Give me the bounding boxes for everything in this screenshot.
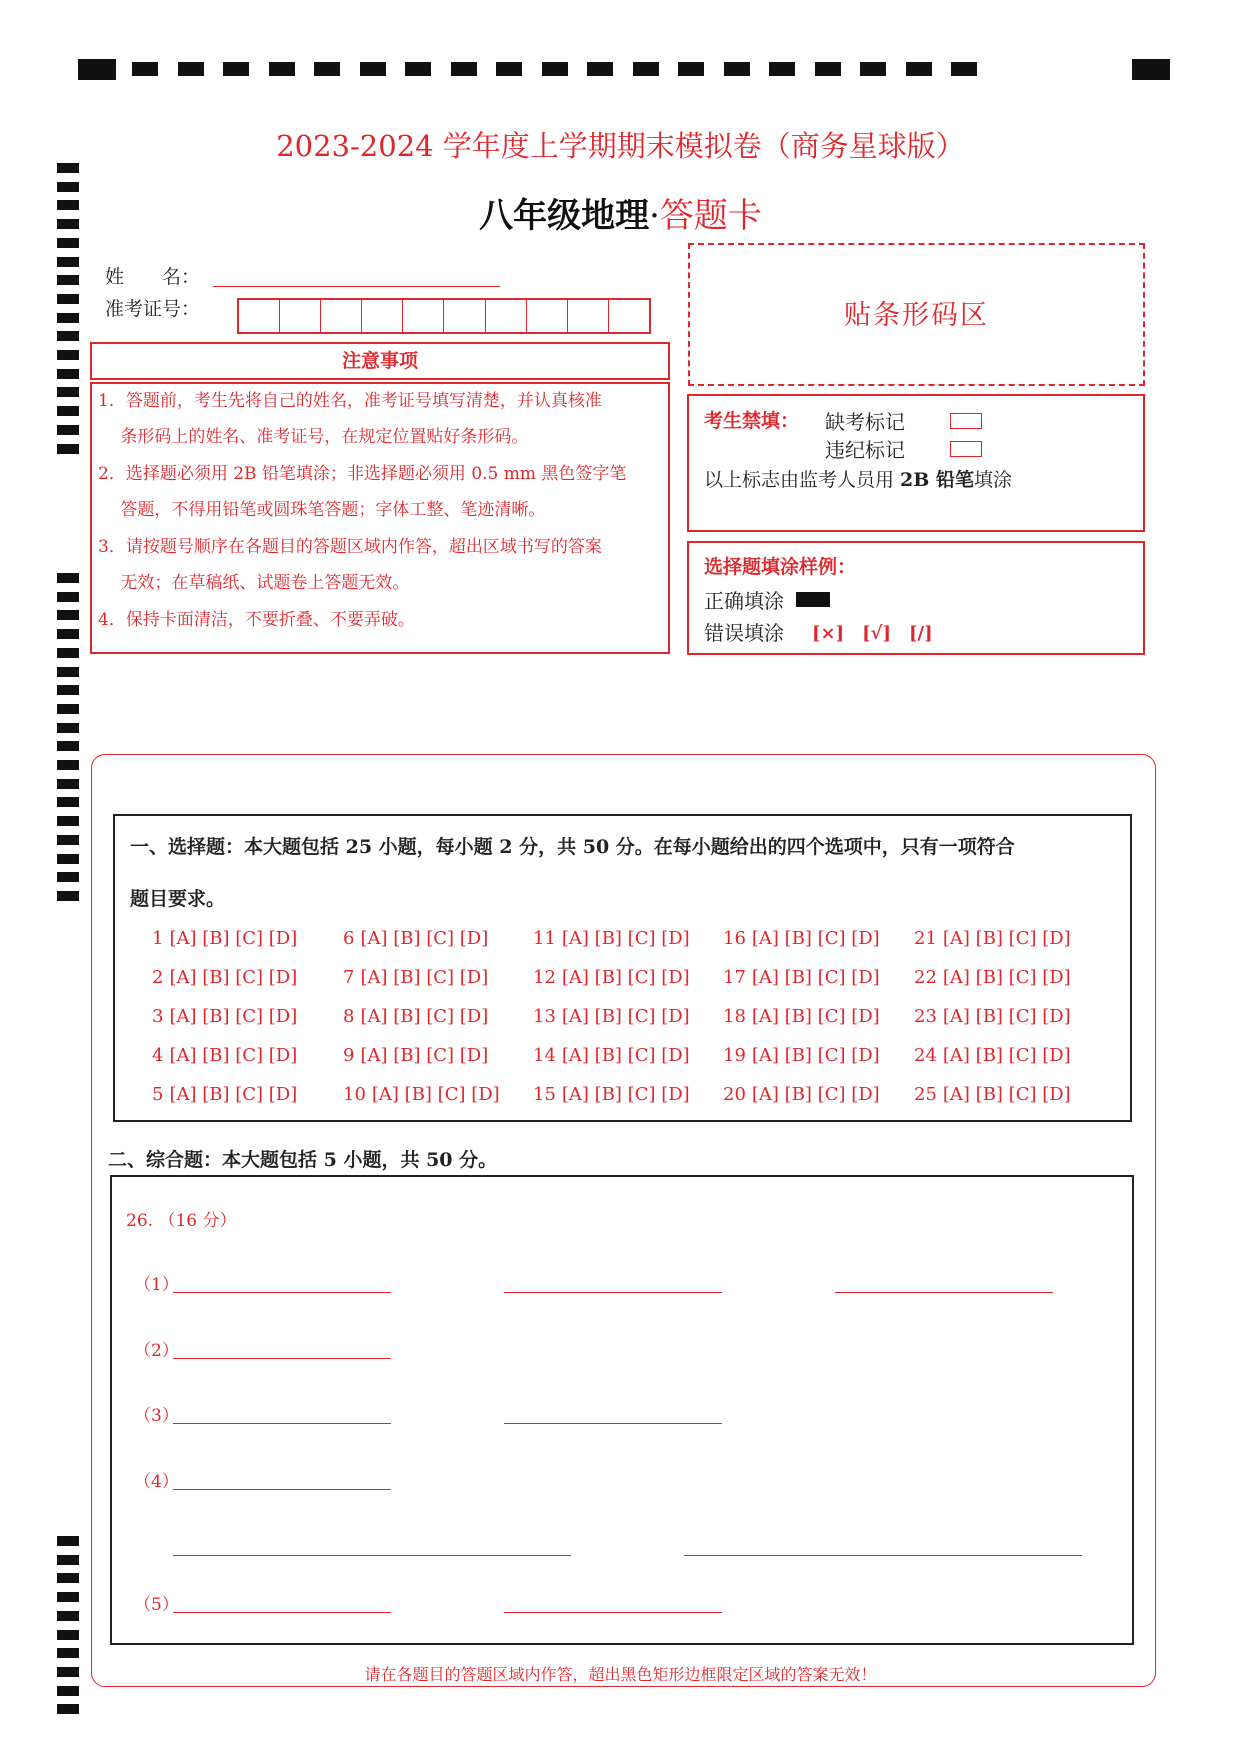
- timing-mark: [57, 387, 79, 397]
- timing-mark: [57, 238, 79, 248]
- choice-question-11[interactable]: [533, 928, 690, 949]
- timing-mark: [57, 350, 79, 360]
- choice-options[interactable]: [A] [B] [C] [D]: [751, 1045, 880, 1066]
- subject-title: 八年级地理: [479, 196, 650, 236]
- timing-mark: [496, 62, 522, 76]
- timing-mark: [57, 760, 79, 770]
- choice-number: 19: [723, 1045, 746, 1066]
- notice-item-2a: 2．选择题必须用 2B 铅笔填涂；非选择题必须用 0.5 mm 黑色签字笔: [98, 464, 627, 484]
- timing-mark: [57, 1536, 79, 1546]
- choice-question-1[interactable]: [152, 928, 297, 949]
- timing-mark: [57, 1704, 79, 1714]
- forbidden-note-bold: 2B 铅笔: [900, 469, 974, 491]
- choice-options[interactable]: [A] [B] [C] [D]: [169, 1006, 298, 1027]
- timing-mark: [132, 62, 158, 76]
- choice-question-22[interactable]: [914, 967, 1071, 988]
- choice-question-10[interactable]: [343, 1084, 500, 1105]
- choice-question-20[interactable]: [723, 1084, 880, 1105]
- choice-options[interactable]: [A] [B] [C] [D]: [942, 1084, 1071, 1105]
- timing-mark: [57, 797, 79, 807]
- absent-checkbox[interactable]: [950, 413, 982, 429]
- part-3-label: （3）: [134, 1406, 179, 1426]
- timing-mark: [57, 1592, 79, 1602]
- choice-number: 15: [533, 1084, 556, 1105]
- id-digit-cell[interactable]: [444, 300, 485, 332]
- card-title: [0, 188, 1241, 237]
- timing-mark: [724, 62, 750, 76]
- choice-options[interactable]: [A] [B] [C] [D]: [360, 1006, 489, 1027]
- title-separator: ·: [649, 196, 660, 236]
- choice-number: 10: [343, 1084, 366, 1105]
- choice-question-7[interactable]: [343, 967, 488, 988]
- notice-item-1a: 1．答题前，考生先将自己的姓名，准考证号填写清楚，并认真核准: [98, 391, 602, 411]
- notice-title: 注意事项: [341, 350, 418, 372]
- notice-item-3b: 无效；在草稿纸、试题卷上答题无效。: [98, 573, 410, 593]
- section2-heading: 二、综合题：本大题包括 5 小题，共 50 分。: [108, 1149, 498, 1171]
- timing-mark: [57, 704, 79, 714]
- exam-title: 2023-2024 学年度上学期期末模拟卷（商务星球版）: [276, 129, 965, 163]
- timing-mark: [860, 62, 886, 76]
- timing-mark: [906, 62, 932, 76]
- timing-mark: [951, 62, 977, 76]
- choice-question-4[interactable]: [152, 1045, 297, 1066]
- timing-mark: [360, 62, 386, 76]
- choice-number: 12: [533, 967, 556, 988]
- notice-title-box: [90, 342, 670, 380]
- timing-mark: [587, 62, 613, 76]
- part-3-line-a[interactable]: [173, 1423, 391, 1424]
- choice-options[interactable]: [A] [B] [C] [D]: [561, 928, 690, 949]
- timing-mark: [57, 779, 79, 789]
- name-label: 姓 名：: [105, 266, 201, 288]
- section1-heading-line1: 一、选择题：本大题包括 25 小题，每小题 2 分，共 50 分。在每小题给出的四个选项中，只有一项符合: [130, 836, 1015, 858]
- question-26-label: 26. （16 分）: [126, 1211, 237, 1231]
- choice-number: 6: [343, 928, 355, 949]
- choice-options[interactable]: [A] [B] [C] [D]: [169, 1084, 298, 1105]
- timing-mark: [815, 62, 841, 76]
- forbidden-note-prefix: 以上标志由监考人员用: [704, 469, 901, 491]
- card-label: 答题卡: [659, 196, 762, 236]
- timing-mark: [769, 62, 795, 76]
- notice-item-4: 4．保持卡面清洁，不要折叠、不要弄破。: [98, 610, 415, 630]
- part-4-line-b[interactable]: [173, 1555, 571, 1556]
- timing-mark: [178, 62, 204, 76]
- id-label: 准考证号：: [105, 298, 201, 320]
- choice-question-14[interactable]: [533, 1045, 690, 1066]
- part-1-label: （1）: [134, 1275, 179, 1295]
- choice-question-13[interactable]: [533, 1006, 690, 1027]
- choice-number: 17: [723, 967, 746, 988]
- sample-title: 选择题填涂样例：: [704, 556, 857, 578]
- timing-mark: [269, 62, 295, 76]
- id-digit-cell[interactable]: [568, 300, 609, 332]
- choice-options[interactable]: [A] [B] [C] [D]: [169, 1045, 298, 1066]
- footer-warning: 请在各题目的答题区域内作答，超出黑色矩形边框限定区域的答案无效！: [364, 1665, 877, 1684]
- choice-number: 25: [914, 1084, 937, 1105]
- part-1-line-c[interactable]: [835, 1292, 1053, 1293]
- choice-number: 8: [343, 1006, 355, 1027]
- timing-mark: [57, 648, 79, 658]
- timing-mark: [57, 1611, 79, 1621]
- timing-mark: [57, 872, 79, 882]
- timing-mark: [678, 62, 704, 76]
- timing-mark: [223, 62, 249, 76]
- choice-number: 16: [723, 928, 746, 949]
- choice-question-12[interactable]: [533, 967, 690, 988]
- section1-heading-line2: 题目要求。: [130, 888, 226, 910]
- barcode-area: [688, 243, 1145, 386]
- id-digit-cell[interactable]: [321, 300, 362, 332]
- choice-number: 20: [723, 1084, 746, 1105]
- choice-options[interactable]: [A] [B] [C] [D]: [371, 1084, 500, 1105]
- timing-mark: [57, 425, 79, 435]
- wrong-marks: [×] [√] [/]: [812, 623, 933, 644]
- choice-number: 7: [343, 967, 355, 988]
- absent-label: 缺考标记: [825, 410, 905, 434]
- choice-number: 9: [343, 1045, 355, 1066]
- choice-options[interactable]: [A] [B] [C] [D]: [360, 928, 489, 949]
- timing-mark: [57, 1686, 79, 1696]
- timing-mark: [57, 275, 79, 285]
- choice-question-9[interactable]: [343, 1045, 488, 1066]
- part-1-line-a[interactable]: [173, 1292, 391, 1293]
- timing-mark: [57, 294, 79, 304]
- choice-number: 3: [152, 1006, 164, 1027]
- timing-mark: [451, 62, 477, 76]
- choice-question-6[interactable]: [343, 928, 488, 949]
- id-digit-cell[interactable]: [486, 300, 527, 332]
- choice-options[interactable]: [A] [B] [C] [D]: [169, 967, 298, 988]
- choice-options[interactable]: [A] [B] [C] [D]: [169, 928, 298, 949]
- timing-mark: [57, 1573, 79, 1583]
- choice-options[interactable]: [A] [B] [C] [D]: [942, 1045, 1071, 1066]
- timing-mark: [542, 62, 568, 76]
- part-3-line-b[interactable]: [504, 1423, 722, 1424]
- forbidden-note: [704, 465, 1012, 492]
- timing-mark: [57, 313, 79, 323]
- essay-section-box: [110, 1175, 1134, 1645]
- part-2-line-a[interactable]: [173, 1358, 391, 1359]
- choice-options[interactable]: [A] [B] [C] [D]: [751, 928, 880, 949]
- timing-mark: [314, 62, 340, 76]
- timing-mark: [405, 62, 431, 76]
- choice-options[interactable]: [A] [B] [C] [D]: [561, 967, 690, 988]
- timing-mark: [57, 723, 79, 733]
- choice-options[interactable]: [A] [B] [C] [D]: [751, 967, 880, 988]
- choice-options[interactable]: [A] [B] [C] [D]: [942, 928, 1071, 949]
- choice-question-24[interactable]: [914, 1045, 1071, 1066]
- choice-question-19[interactable]: [723, 1045, 880, 1066]
- timing-mark: [57, 1648, 79, 1658]
- forbidden-title: 考生禁填：: [704, 410, 800, 432]
- choice-options[interactable]: [A] [B] [C] [D]: [751, 1006, 880, 1027]
- choice-number: 23: [914, 1006, 937, 1027]
- timing-mark: [57, 444, 79, 454]
- part-5-line-b[interactable]: [504, 1612, 722, 1613]
- timing-mark: [57, 369, 79, 379]
- choice-options[interactable]: [A] [B] [C] [D]: [360, 1045, 489, 1066]
- choice-number: 11: [533, 928, 556, 949]
- choice-question-8[interactable]: [343, 1006, 488, 1027]
- choice-question-21[interactable]: [914, 928, 1071, 949]
- timing-mark: [57, 854, 79, 864]
- choice-options[interactable]: [A] [B] [C] [D]: [751, 1084, 880, 1105]
- choice-options[interactable]: [A] [B] [C] [D]: [561, 1006, 690, 1027]
- id-digit-cell[interactable]: [239, 300, 280, 332]
- choice-options[interactable]: [A] [B] [C] [D]: [942, 1006, 1071, 1027]
- choice-number: 2: [152, 967, 164, 988]
- choice-options[interactable]: [A] [B] [C] [D]: [942, 967, 1071, 988]
- timing-mark: [57, 406, 79, 416]
- choice-number: 5: [152, 1084, 164, 1105]
- timing-mark: [57, 1630, 79, 1640]
- id-digit-cell[interactable]: [609, 300, 649, 332]
- timing-mark: [57, 257, 79, 267]
- choice-number: 13: [533, 1006, 556, 1027]
- timing-mark: [57, 573, 79, 583]
- notice-item-3a: 3．请按题号顺序在各题目的答题区域内作答，超出区域书写的答案: [98, 537, 602, 557]
- id-digit-cell[interactable]: [403, 300, 444, 332]
- notice-item-2b: 答题，不得用铅笔或圆珠笔答题；字体工整、笔迹清晰。: [98, 500, 546, 520]
- choice-number: 18: [723, 1006, 746, 1027]
- choice-number: 22: [914, 967, 937, 988]
- choice-options[interactable]: [A] [B] [C] [D]: [561, 1084, 690, 1105]
- part-2-label: （2）: [134, 1341, 179, 1361]
- part-1-line-b[interactable]: [504, 1292, 722, 1293]
- violation-label: 违纪标记: [825, 438, 905, 462]
- part-5-line-a[interactable]: [173, 1612, 391, 1613]
- choice-question-5[interactable]: [152, 1084, 297, 1105]
- id-digit-cell[interactable]: [280, 300, 321, 332]
- barcode-label: 贴条形码区: [844, 300, 989, 331]
- part-4-label: （4）: [134, 1472, 179, 1492]
- choice-number: 21: [914, 928, 937, 949]
- choice-number: 24: [914, 1045, 937, 1066]
- timing-mark: [57, 816, 79, 826]
- timing-mark: [57, 685, 79, 695]
- forbidden-note-suffix: 填涂: [973, 469, 1012, 491]
- id-digit-cell[interactable]: [362, 300, 403, 332]
- notice-item-1b: 条形码上的姓名、准考证号，在规定位置贴好条形码。: [98, 427, 529, 447]
- choice-question-25[interactable]: [914, 1084, 1071, 1105]
- choice-question-15[interactable]: [533, 1084, 690, 1105]
- timing-mark: [1132, 59, 1170, 80]
- name-field[interactable]: [213, 286, 500, 287]
- timing-mark: [57, 331, 79, 341]
- id-grid[interactable]: [237, 298, 651, 334]
- wrong-label: 错误填涂: [704, 621, 784, 645]
- id-digit-cell[interactable]: [527, 300, 568, 332]
- timing-mark: [57, 1555, 79, 1565]
- choice-number: 14: [533, 1045, 556, 1066]
- choice-options[interactable]: [A] [B] [C] [D]: [561, 1045, 690, 1066]
- part-4-line-c[interactable]: [684, 1555, 1082, 1556]
- choice-question-18[interactable]: [723, 1006, 880, 1027]
- timing-mark: [633, 62, 659, 76]
- timing-mark: [57, 835, 79, 845]
- choice-options[interactable]: [A] [B] [C] [D]: [360, 967, 489, 988]
- choice-question-3[interactable]: [152, 1006, 297, 1027]
- timing-mark: [57, 629, 79, 639]
- timing-mark: [57, 667, 79, 677]
- timing-mark: [78, 59, 116, 80]
- choice-number: 4: [152, 1045, 164, 1066]
- correct-fill-sample: [796, 592, 830, 607]
- timing-mark: [57, 610, 79, 620]
- choice-question-2[interactable]: [152, 967, 297, 988]
- violation-checkbox[interactable]: [950, 441, 982, 457]
- choice-number: 1: [152, 928, 164, 949]
- timing-mark: [57, 891, 79, 901]
- correct-label: 正确填涂: [704, 589, 784, 613]
- choice-question-23[interactable]: [914, 1006, 1071, 1027]
- choice-question-16[interactable]: [723, 928, 880, 949]
- part-4-line-a[interactable]: [173, 1489, 391, 1490]
- part-5-label: （5）: [134, 1595, 179, 1615]
- choice-question-17[interactable]: [723, 967, 880, 988]
- timing-mark: [57, 592, 79, 602]
- timing-mark: [57, 741, 79, 751]
